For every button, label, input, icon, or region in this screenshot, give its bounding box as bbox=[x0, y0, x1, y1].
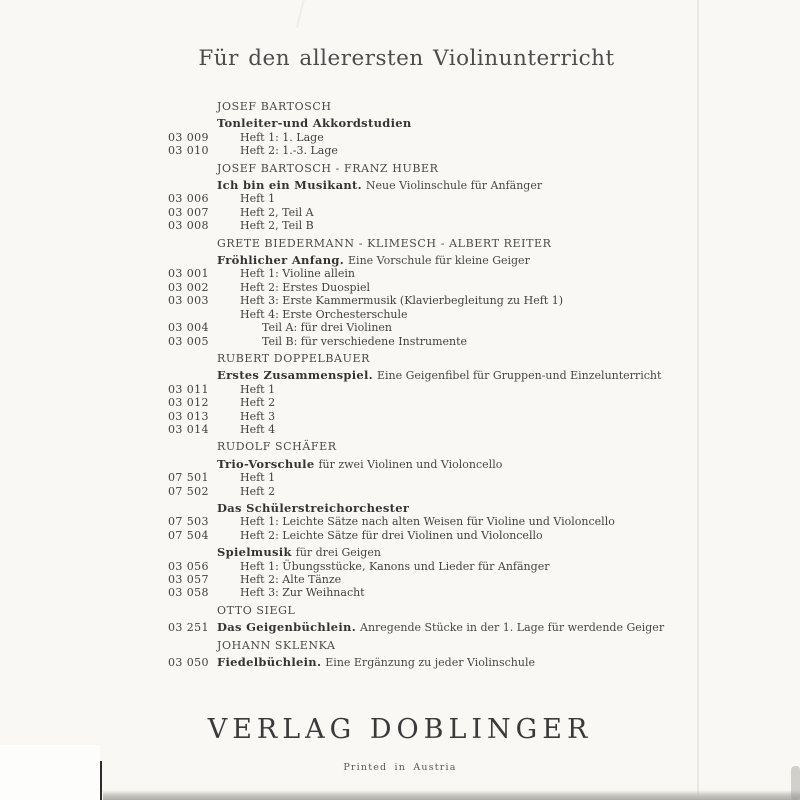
catalog-item bbox=[0, 383, 800, 396]
author-name: JOSEF BARTOSCH bbox=[217, 100, 332, 113]
catalog-number: 03 002 bbox=[168, 280, 209, 294]
item-text: Heft 2 bbox=[240, 396, 276, 410]
author-name: JOHANN SKLENKA bbox=[217, 638, 336, 652]
catalog-number: 03 058 bbox=[168, 586, 209, 600]
work-title-line bbox=[0, 458, 800, 471]
work-title-line bbox=[0, 117, 800, 130]
work-title-line bbox=[0, 546, 800, 559]
item-text: Heft 2 bbox=[240, 484, 276, 498]
catalog-section bbox=[0, 237, 800, 348]
item-text: Heft 1: Leichte Sätze nach alten Weisen für Violine und Violoncello bbox=[240, 515, 615, 529]
page-bottom-shadow bbox=[103, 790, 800, 800]
catalog-number: 03 004 bbox=[168, 321, 209, 335]
catalog-item bbox=[0, 515, 800, 528]
catalog-section bbox=[0, 352, 800, 436]
catalog-number: 03 012 bbox=[168, 396, 209, 410]
work-title: Fröhlicher Anfang. bbox=[217, 253, 345, 268]
work-title: Ich bin ein Musikant. bbox=[217, 178, 362, 193]
work-title-line bbox=[0, 621, 800, 634]
catalog-number: 03 007 bbox=[168, 205, 209, 219]
item-text: Heft 1 bbox=[240, 382, 276, 396]
item-text: Teil A: für drei Violinen bbox=[262, 321, 393, 335]
catalog-number: 03 056 bbox=[168, 559, 209, 573]
work-subtitle: für drei Geigen bbox=[295, 546, 381, 560]
catalog-number: 07 502 bbox=[168, 484, 209, 498]
work-title: Fiedelbüchlein. bbox=[217, 655, 322, 670]
catalog-number: 07 504 bbox=[168, 528, 209, 542]
catalog-item bbox=[0, 586, 800, 599]
catalog-number: 03 001 bbox=[168, 267, 209, 281]
catalog-item bbox=[0, 335, 800, 348]
work-subtitle: für zwei Violinen und Violoncello bbox=[318, 457, 503, 471]
catalog-item bbox=[0, 294, 800, 307]
catalog-item bbox=[0, 423, 800, 436]
work-title: Tonleiter-und Akkordstudien bbox=[217, 116, 412, 131]
item-text: Heft 3: Erste Kammermusik (Klavierbegleitung zu Heft 1) bbox=[240, 294, 564, 308]
item-text: Heft 2: Erstes Duospiel bbox=[240, 280, 371, 294]
item-text: Heft 1 bbox=[240, 471, 276, 485]
item-text: Heft 1 bbox=[240, 192, 276, 206]
catalog-section bbox=[0, 440, 800, 599]
catalog bbox=[0, 100, 800, 669]
catalog-item bbox=[0, 560, 800, 573]
work-title-line bbox=[0, 502, 800, 515]
item-text: Heft 1: 1. Lage bbox=[240, 130, 324, 144]
work-subtitle: Eine Ergänzung zu jeder Violinschule bbox=[325, 656, 535, 670]
catalog-number: 03 008 bbox=[168, 219, 209, 233]
work-title: Erstes Zusammenspiel. bbox=[217, 368, 373, 383]
work-title-line bbox=[0, 369, 800, 382]
work-title-line bbox=[0, 254, 800, 267]
catalog-number: 03 014 bbox=[168, 422, 209, 436]
catalog-number: 07 503 bbox=[168, 515, 209, 529]
item-text: Heft 2: Alte Tänze bbox=[240, 573, 342, 586]
catalog-number: 03 005 bbox=[168, 334, 209, 348]
catalog-number: 07 501 bbox=[168, 471, 209, 485]
catalog-item bbox=[0, 321, 800, 334]
work-title: Spielmusik bbox=[217, 545, 292, 560]
item-text: Heft 2: Leichte Sätze für drei Violinen und Violoncello bbox=[240, 528, 543, 542]
work-subtitle: Eine Vorschule für kleine Geiger bbox=[348, 254, 530, 268]
author-name: RUDOLF SCHÄFER bbox=[217, 440, 337, 454]
catalog-item bbox=[0, 471, 800, 484]
author-name: RUBERT DOPPELBAUER bbox=[217, 351, 370, 365]
catalog-number: 03 013 bbox=[168, 409, 209, 423]
catalog-item bbox=[0, 281, 800, 294]
catalog-number: 03 050 bbox=[168, 656, 209, 670]
catalog-item bbox=[0, 410, 800, 423]
catalog-item bbox=[0, 529, 800, 542]
catalog-item bbox=[0, 267, 800, 280]
catalog-number: 03 009 bbox=[168, 130, 209, 144]
catalog-number: 03 251 bbox=[168, 621, 209, 635]
scan-artifact-top bbox=[296, 0, 306, 28]
catalog-number: 03 006 bbox=[168, 192, 209, 206]
item-text: Heft 3: Zur Weihnacht bbox=[240, 586, 365, 600]
author-name: GRETE BIEDERMANN - KLIMESCH - ALBERT REITER bbox=[217, 236, 552, 250]
catalog-section bbox=[0, 639, 800, 670]
catalog-item bbox=[0, 308, 800, 321]
catalog-number: 03 011 bbox=[168, 382, 209, 396]
work-title-line bbox=[0, 656, 800, 669]
catalog-item bbox=[0, 219, 800, 232]
item-text: Heft 2, Teil B bbox=[240, 219, 314, 233]
work-title: Trio-Vorschule bbox=[217, 456, 315, 471]
item-text: Heft 1: Violine allein bbox=[240, 267, 356, 281]
catalog-number: 03 057 bbox=[168, 573, 209, 586]
catalog-item bbox=[0, 144, 800, 157]
catalog-section bbox=[0, 604, 800, 635]
author-name: OTTO SIEGL bbox=[217, 603, 296, 617]
printed-note: Printed in Austria bbox=[343, 762, 457, 773]
item-text: Heft 3 bbox=[240, 409, 276, 423]
work-title: Das Geigenbüchlein. bbox=[217, 620, 357, 635]
work-subtitle: Neue Violinschule für Anfänger bbox=[365, 179, 543, 193]
page-title: Für den allerersten Violinunterricht bbox=[198, 46, 615, 71]
catalog-item bbox=[0, 206, 800, 219]
author-name: JOSEF BARTOSCH - FRANZ HUBER bbox=[217, 161, 439, 175]
catalog-section bbox=[0, 162, 800, 233]
catalog-item bbox=[0, 192, 800, 205]
catalog-item bbox=[0, 573, 800, 586]
item-text: Heft 1: Übungsstücke, Kanons und Lieder für Anfänger bbox=[240, 559, 550, 573]
item-text: Heft 2: 1.-3. Lage bbox=[240, 144, 338, 158]
catalog-item bbox=[0, 131, 800, 144]
catalog-number: 03 003 bbox=[168, 294, 209, 308]
work-title: Das Schülerstreichorchester bbox=[217, 500, 410, 515]
work-title-line bbox=[0, 179, 800, 192]
item-text: Heft 2, Teil A bbox=[240, 205, 314, 219]
catalog-number: 03 010 bbox=[168, 144, 209, 158]
catalog-item bbox=[0, 396, 800, 409]
publisher-name: VERLAG DOBLINGER bbox=[207, 714, 593, 745]
work-subtitle: Anregende Stücke in der 1. Lage für werdende Geiger bbox=[360, 621, 665, 635]
catalog-section bbox=[0, 100, 800, 158]
catalog-item bbox=[0, 485, 800, 498]
item-text: Heft 4: Erste Orchesterschule bbox=[240, 307, 408, 321]
work-subtitle: Eine Geigenfibel für Gruppen-und Einzelunterricht bbox=[376, 369, 662, 383]
item-text: Teil B: für verschiedene Instrumente bbox=[262, 334, 468, 348]
item-text: Heft 4 bbox=[240, 422, 276, 436]
